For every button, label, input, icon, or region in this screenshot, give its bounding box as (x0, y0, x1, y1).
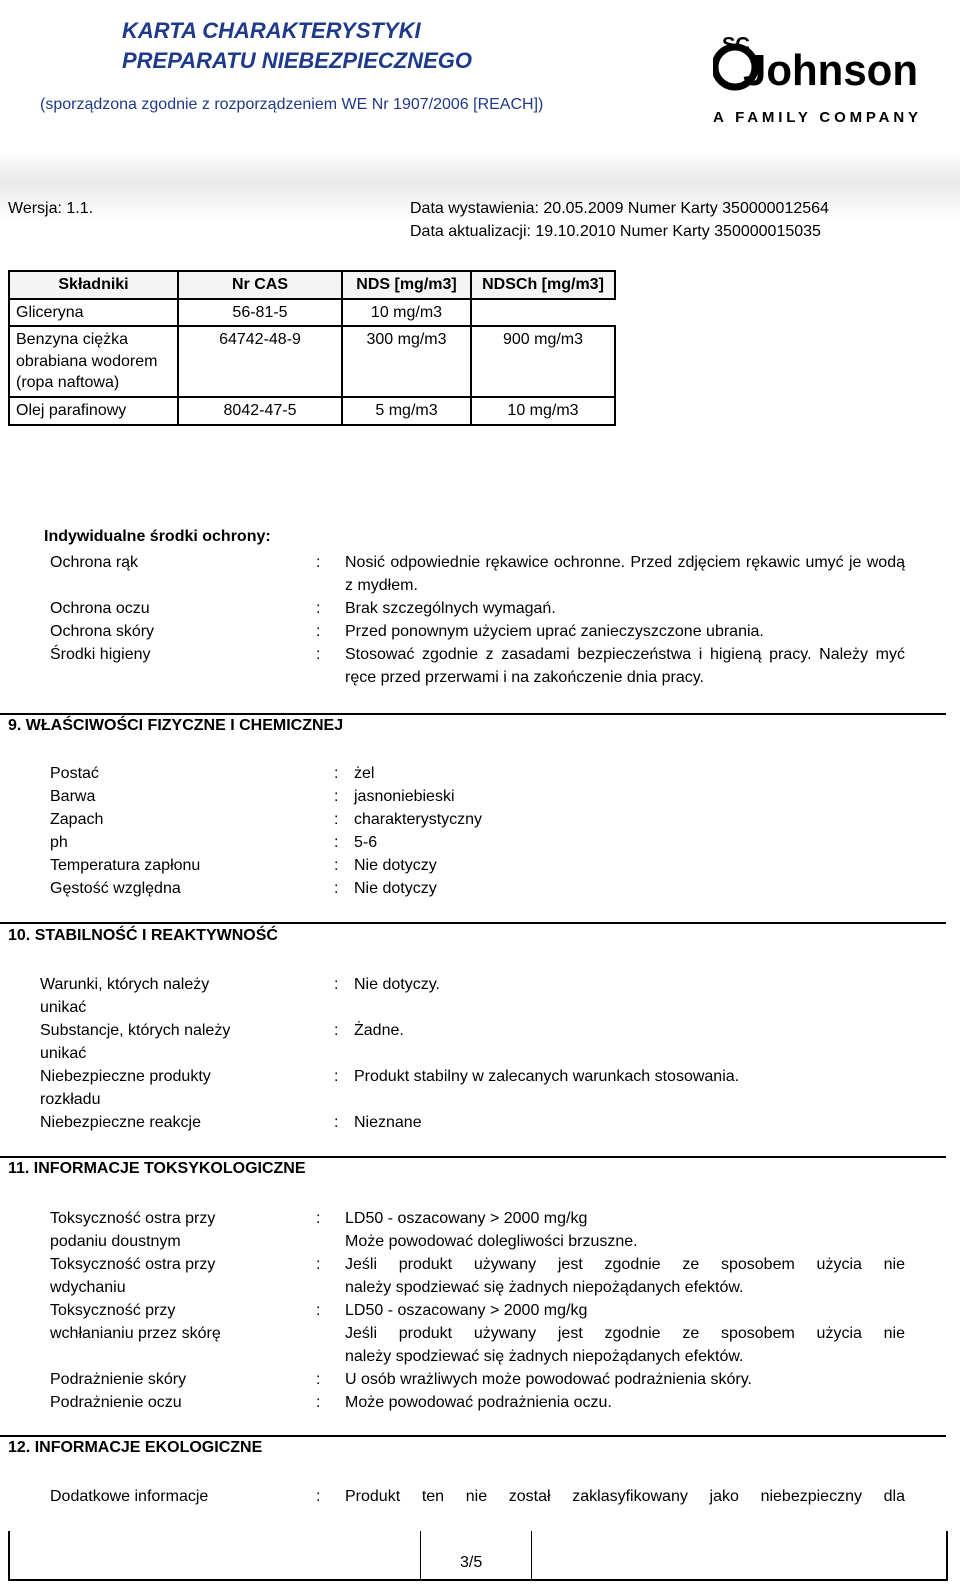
section-12-heading: 12. INFORMACJE EKOLOGICZNE (8, 1439, 263, 1456)
document-subtitle: (sporządzona zgodnie z rozporządzeniem WE Nr 1907/2006 [REACH]) (40, 96, 544, 113)
toxicology-label: Toksyczność przy (50, 1302, 176, 1319)
section-divider (0, 1435, 946, 1437)
list-item (40, 1065, 900, 1111)
separator-colon: : (316, 1371, 321, 1388)
property-value: Nie dotyczy (354, 880, 437, 897)
ppe-label: Ochrona oczu (50, 600, 150, 617)
list-item (40, 973, 900, 1019)
eco-label: Dodatkowe informacje (50, 1488, 209, 1505)
table-row (9, 326, 615, 397)
separator-colon: : (334, 976, 339, 993)
section-10-heading: 10. STABILNOŚĆ I REAKTYWNOŚĆ (8, 927, 278, 944)
separator-colon: : (316, 600, 321, 617)
document-title-line2: PREPARATU NIEBEZPIECZNEGO (122, 48, 472, 73)
ppe-label: Środki higieny (50, 646, 151, 663)
list-item (50, 762, 650, 785)
separator-colon: : (316, 1256, 321, 1273)
stability-label: Niebezpieczne produkty (40, 1068, 211, 1085)
ppe-row-hands (50, 551, 910, 597)
table-cell: 8042-47-5 (178, 397, 342, 425)
ppe-value: Przed ponownym użyciem uprać zanieczyszczone ubrania. (345, 623, 764, 640)
list-item (50, 1207, 910, 1253)
list-item (50, 1391, 910, 1414)
toxicology-value: LD50 - oszacowany > 2000 mg/kg (345, 1210, 588, 1227)
list-item (50, 831, 650, 854)
components-table (8, 270, 616, 426)
toxicology-value: LD50 - oszacowany > 2000 mg/kg (345, 1302, 588, 1319)
version-label: Wersja: 1.1. (8, 200, 94, 217)
toxicology-label: Podrażnienie oczu (50, 1394, 182, 1411)
table-header-cell: Składniki (9, 271, 178, 299)
toxicology-value: należy spodziewać się żadnych niepożądanych efektów. (345, 1348, 744, 1365)
property-value: charakterystyczny (354, 811, 483, 828)
stability-value: Nieznane (354, 1114, 422, 1131)
toxicology-value: U osób wrażliwych może powodować podrażnienia skóry. (345, 1371, 752, 1388)
table-cell: Gliceryna (9, 299, 178, 327)
stability-label: rozkładu (40, 1091, 101, 1108)
property-value: jasnoniebieski (354, 788, 455, 805)
properties-list (50, 762, 650, 900)
ppe-label: Ochrona skóry (50, 623, 155, 640)
stability-value: Żadne. (354, 1022, 404, 1039)
separator-colon: : (316, 1302, 321, 1319)
section-divider (0, 922, 946, 924)
separator-colon: : (316, 646, 321, 663)
separator-colon: : (334, 1068, 339, 1085)
stability-label: unikać (40, 1045, 87, 1062)
list-item (50, 808, 650, 831)
update-date: Data aktualizacji: 19.10.2010 Numer Karty 350000015035 (410, 223, 821, 240)
table-cell: 900 mg/m3 (471, 326, 615, 397)
page-number: 3/5 (460, 1554, 483, 1571)
table-header-cell: NDS [mg/m3] (342, 271, 471, 299)
ppe-heading: Indywidualne środki ochrony: (44, 528, 271, 545)
list-item (50, 785, 650, 808)
toxicology-value: Jeśli produkt używany jest zgodnie ze sposobem użycia nie (345, 1256, 905, 1273)
separator-colon: : (334, 765, 339, 782)
svg-text:Johnson: Johnson (743, 46, 918, 95)
separator-colon: : (316, 554, 321, 571)
property-value: żel (354, 765, 375, 782)
table-cell: 300 mg/m3 (342, 326, 471, 397)
list-item (50, 1253, 910, 1299)
separator-colon: : (334, 857, 339, 874)
toxicology-list (50, 1207, 910, 1414)
table-cell (471, 299, 615, 327)
ppe-value: Nosić odpowiednie rękawice ochronne. Przed zdjęciem rękawic umyć je wodą z mydłem. (345, 554, 905, 594)
section-divider (0, 1156, 946, 1158)
table-cell: 56-81-5 (178, 299, 342, 327)
separator-colon: : (334, 1022, 339, 1039)
separator-colon: : (334, 1114, 339, 1131)
ppe-value: Stosować zgodnie z zasadami bezpieczeństwa i higieną pracy. Należy myć ręce przed przerwami i na zakończenie dnia pracy. (345, 646, 905, 686)
separator-colon: : (316, 1210, 321, 1227)
table-header-cell: NDSCh [mg/m3] (471, 271, 615, 299)
ppe-value: Brak szczególnych wymagań. (345, 600, 556, 617)
table-row (9, 299, 615, 327)
table-cell: 64742-48-9 (178, 326, 342, 397)
separator-colon: : (316, 1394, 321, 1411)
list-item (50, 1368, 910, 1391)
toxicology-label: wdychaniu (50, 1279, 126, 1296)
property-value: 5-6 (354, 834, 378, 851)
list-item (50, 877, 650, 900)
toxicology-value: Może powodować dolegliwości brzuszne. (345, 1233, 638, 1250)
document-title-line1: KARTA CHARAKTERYSTYKI (122, 18, 421, 43)
stability-list (40, 973, 900, 1134)
separator-colon: : (334, 788, 339, 805)
eco-value: Produkt ten nie został zaklasyfikowany jako niebezpieczny dla (345, 1488, 905, 1505)
stability-value: Nie dotyczy. (354, 976, 440, 993)
table-header-row (9, 271, 615, 299)
toxicology-label: Toksyczność ostra przy (50, 1210, 216, 1227)
property-label: ph (50, 834, 68, 851)
property-label: Postać (50, 765, 99, 782)
eco-row (50, 1485, 910, 1508)
list-item (40, 1111, 900, 1134)
section-9-heading: 9. WŁAŚCIWOŚCI FIZYCZNE I CHEMICZNEJ (8, 717, 344, 734)
toxicology-label: Toksyczność ostra przy (50, 1256, 216, 1273)
stability-value: Produkt stabilny w zalecanych warunkach stosowania. (354, 1068, 740, 1085)
table-header-cell: Nr CAS (178, 271, 342, 299)
issue-date: Data wystawienia: 20.05.2009 Numer Karty 350000012564 (410, 200, 829, 217)
section-divider (0, 713, 946, 715)
property-label: Temperatura zapłonu (50, 857, 201, 874)
ppe-label: Ochrona rąk (50, 554, 139, 571)
table-cell: 5 mg/m3 (342, 397, 471, 425)
list-item (50, 1299, 910, 1368)
table-cell: Benzyna ciężka obrabiana wodorem (ropa naftowa) (9, 326, 178, 397)
separator-colon: : (334, 880, 339, 897)
svg-text:A FAMILY COMPANY: A FAMILY COMPANY (713, 109, 918, 126)
table-cell: 10 mg/m3 (342, 299, 471, 327)
stability-label: Warunki, których należy (40, 976, 210, 993)
table-row (9, 397, 615, 425)
sc-johnson-logo (713, 25, 938, 130)
list-item (40, 1019, 900, 1065)
toxicology-value: Może powodować podrażnienia oczu. (345, 1394, 612, 1411)
section-11-heading: 11. INFORMACJE TOKSYKOLOGICZNE (8, 1160, 306, 1177)
stability-label: unikać (40, 999, 87, 1016)
toxicology-label: wchłanianiu przez skórę (50, 1325, 221, 1342)
separator-colon: : (334, 834, 339, 851)
table-cell: Olej parafinowy (9, 397, 178, 425)
toxicology-label: podaniu doustnym (50, 1233, 181, 1250)
stability-label: Niebezpieczne reakcje (40, 1114, 201, 1131)
property-label: Gęstość względna (50, 880, 181, 897)
property-label: Zapach (50, 811, 104, 828)
stability-label: Substancje, których należy (40, 1022, 231, 1039)
toxicology-value: należy spodziewać się żadnych niepożądanych efektów. (345, 1279, 744, 1296)
toxicology-label: Podrażnienie skóry (50, 1371, 187, 1388)
property-value: Nie dotyczy (354, 857, 437, 874)
table-cell: 10 mg/m3 (471, 397, 615, 425)
toxicology-value: Jeśli produkt używany jest zgodnie ze sposobem użycia nie (345, 1325, 905, 1342)
list-item (50, 854, 650, 877)
separator-colon: : (316, 1488, 321, 1505)
svg-text:SC: SC (722, 34, 750, 56)
separator-colon: : (316, 623, 321, 640)
property-label: Barwa (50, 788, 96, 805)
separator-colon: : (334, 811, 339, 828)
